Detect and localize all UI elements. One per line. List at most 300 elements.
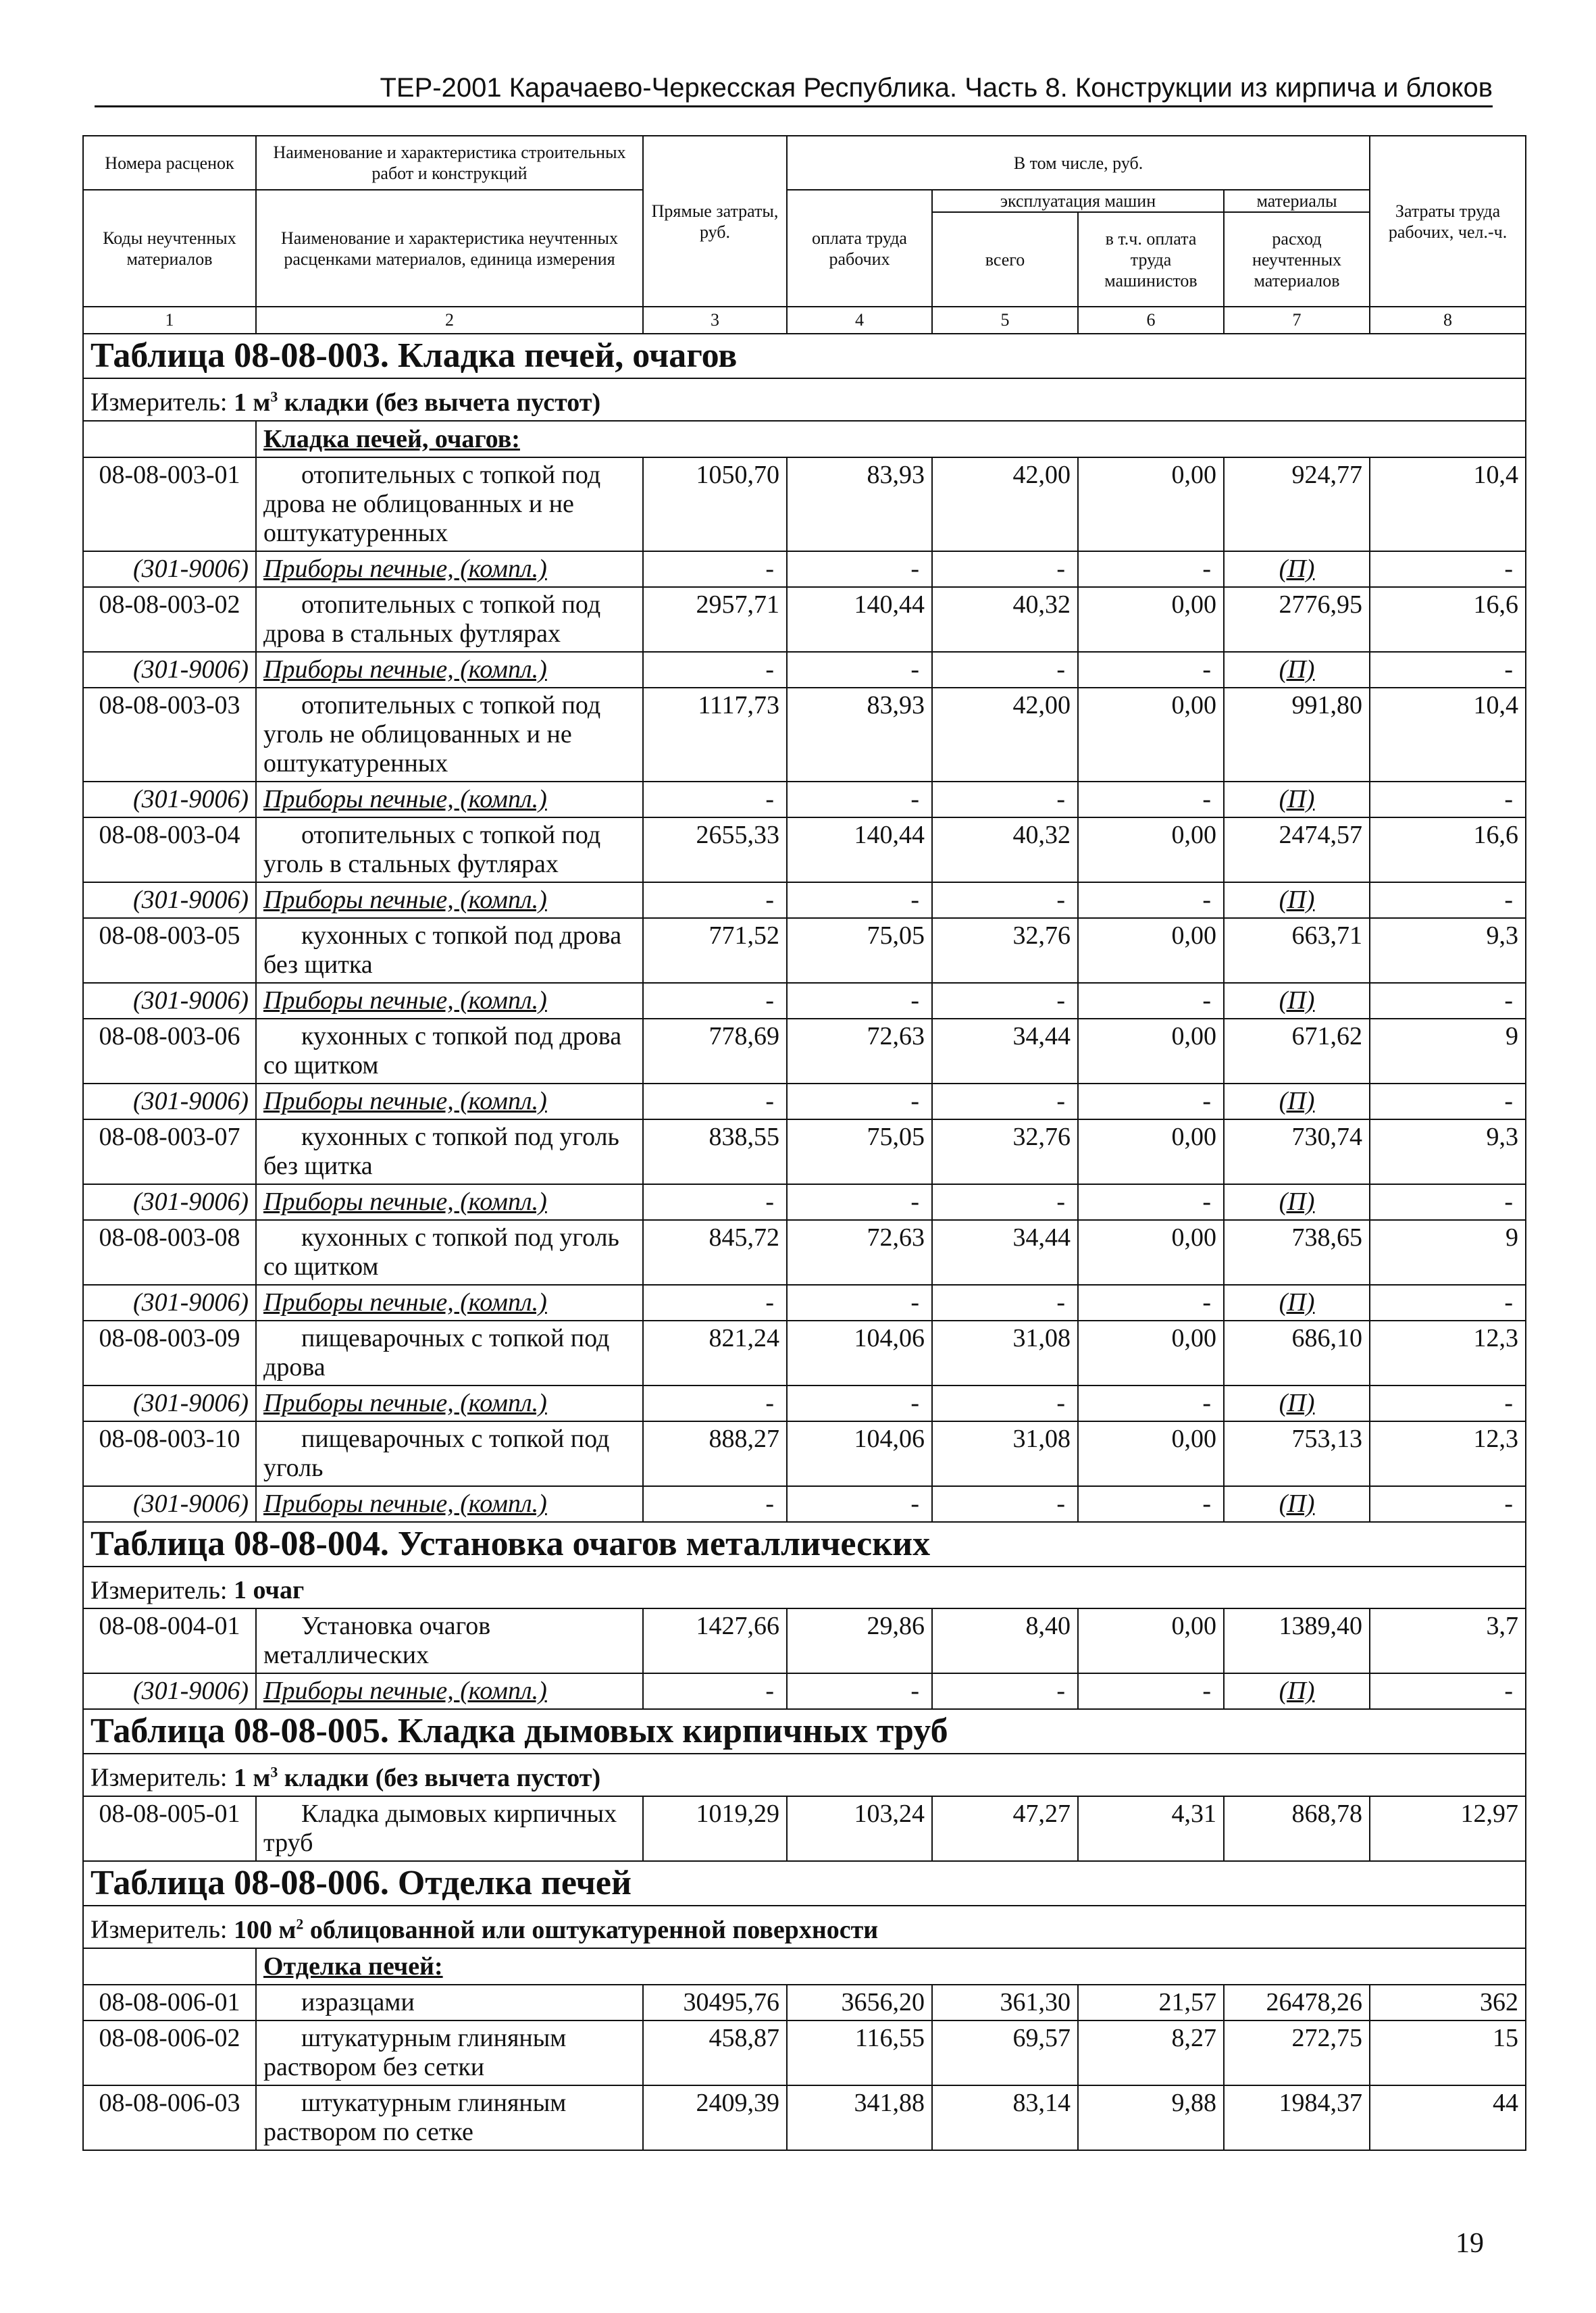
dash-value: - bbox=[1370, 551, 1526, 587]
direct-cost: 2655,33 bbox=[643, 817, 787, 882]
dash-value: - bbox=[787, 1386, 932, 1421]
dash-value: - bbox=[787, 1084, 932, 1119]
machine-cost: 83,14 bbox=[932, 2085, 1078, 2150]
material-unaccounted-mark: (П) bbox=[1224, 882, 1370, 918]
dash-value: - bbox=[643, 1673, 787, 1709]
rate-code: 08-08-003-10 bbox=[83, 1421, 256, 1486]
measure-row bbox=[83, 1906, 1526, 1948]
header-col2-top: Наименование и характеристика строительных работ и конструкций bbox=[256, 136, 643, 190]
material-name-cell bbox=[256, 1673, 643, 1709]
dash-value: - bbox=[787, 551, 932, 587]
subheading-row bbox=[83, 1948, 1526, 1985]
work-name: Кладка дымовых кирпичных труб bbox=[256, 1796, 643, 1861]
material-row bbox=[83, 652, 1526, 688]
dash-value: - bbox=[932, 551, 1078, 587]
material-unaccounted-mark: (П) bbox=[1224, 983, 1370, 1019]
material-row bbox=[83, 1285, 1526, 1321]
header-col6: в т.ч. оплата труда машинистов bbox=[1078, 212, 1224, 307]
machine-cost: 40,32 bbox=[932, 817, 1078, 882]
work-name: изразцами bbox=[256, 1985, 643, 2020]
measure-unit-text: 1 м bbox=[234, 388, 271, 417]
material-cost: 686,10 bbox=[1224, 1321, 1370, 1386]
header-row-1 bbox=[83, 136, 1526, 190]
labor-hours: 12,3 bbox=[1370, 1421, 1526, 1486]
rate-code: 08-08-003-02 bbox=[83, 587, 256, 652]
machinist-cost: 0,00 bbox=[1078, 587, 1224, 652]
machinist-cost: 0,00 bbox=[1078, 1608, 1224, 1673]
material-cost: 991,80 bbox=[1224, 688, 1370, 782]
labor-cost: 140,44 bbox=[787, 817, 932, 882]
dash-value: - bbox=[1370, 882, 1526, 918]
machine-cost: 47,27 bbox=[932, 1796, 1078, 1861]
table-row bbox=[83, 1321, 1526, 1386]
measure-unit-text: 100 м bbox=[234, 1915, 297, 1944]
dash-value: - bbox=[1078, 1285, 1224, 1321]
labor-cost: 140,44 bbox=[787, 587, 932, 652]
dash-value: - bbox=[787, 882, 932, 918]
machine-cost: 32,76 bbox=[932, 918, 1078, 983]
labor-cost: 3656,20 bbox=[787, 1985, 932, 2020]
material-name-cell bbox=[256, 1184, 643, 1220]
measure-unit-power: 2 bbox=[296, 1914, 304, 1932]
material-cost: 730,74 bbox=[1224, 1119, 1370, 1184]
labor-cost: 72,63 bbox=[787, 1019, 932, 1084]
measure-suffix: кладки (без вычета пустот) bbox=[278, 1763, 601, 1792]
dash-value: - bbox=[643, 551, 787, 587]
dash-value: - bbox=[1370, 1386, 1526, 1421]
section-title: Таблица 08-08-004. Установка очагов металлических bbox=[83, 1522, 1526, 1567]
machinist-cost: 9,88 bbox=[1078, 2085, 1224, 2150]
dash-value: - bbox=[1370, 1184, 1526, 1220]
dash-value: - bbox=[932, 1386, 1078, 1421]
measure-prefix: Измеритель: bbox=[91, 1763, 234, 1792]
header-col1-top: Номера расценок bbox=[83, 136, 256, 190]
machine-cost: 31,08 bbox=[932, 1321, 1078, 1386]
material-row bbox=[83, 551, 1526, 587]
header-col8: Затраты труда рабочих, чел.-ч. bbox=[1370, 136, 1526, 307]
labor-hours: 16,6 bbox=[1370, 817, 1526, 882]
material-unaccounted-mark: (П) bbox=[1224, 1285, 1370, 1321]
direct-cost: 845,72 bbox=[643, 1220, 787, 1285]
dash-value: - bbox=[643, 1486, 787, 1522]
dash-value: - bbox=[932, 652, 1078, 688]
material-code: (301-9006) bbox=[83, 551, 256, 587]
material-unaccounted-mark: (П) bbox=[1224, 1486, 1370, 1522]
material-cost: 2776,95 bbox=[1224, 587, 1370, 652]
dash-value: - bbox=[1078, 1184, 1224, 1220]
header-group: В том числе, руб. bbox=[787, 136, 1370, 190]
rate-code: 08-08-003-04 bbox=[83, 817, 256, 882]
table-row bbox=[83, 1421, 1526, 1486]
rate-code: 08-08-003-08 bbox=[83, 1220, 256, 1285]
material-row bbox=[83, 1084, 1526, 1119]
material-name-cell bbox=[256, 1285, 643, 1321]
material-name-cell bbox=[256, 551, 643, 587]
machine-cost: 34,44 bbox=[932, 1220, 1078, 1285]
direct-cost: 458,87 bbox=[643, 2020, 787, 2085]
material-cost: 753,13 bbox=[1224, 1421, 1370, 1486]
material-code: (301-9006) bbox=[83, 1386, 256, 1421]
work-name: кухонных с топкой под дрова без щитка bbox=[256, 918, 643, 983]
material-unaccounted-mark: (П) bbox=[1224, 782, 1370, 817]
labor-cost: 72,63 bbox=[787, 1220, 932, 1285]
dash-value: - bbox=[1370, 1486, 1526, 1522]
rate-code: 08-08-003-01 bbox=[83, 457, 256, 551]
table-row bbox=[83, 688, 1526, 782]
labor-cost: 83,93 bbox=[787, 688, 932, 782]
dash-value: - bbox=[643, 652, 787, 688]
rate-code: 08-08-004-01 bbox=[83, 1608, 256, 1673]
table-row bbox=[83, 1796, 1526, 1861]
dash-value: - bbox=[1078, 882, 1224, 918]
dash-value: - bbox=[1078, 1386, 1224, 1421]
direct-cost: 838,55 bbox=[643, 1119, 787, 1184]
material-row bbox=[83, 782, 1526, 817]
labor-cost: 116,55 bbox=[787, 2020, 932, 2085]
direct-cost: 1019,29 bbox=[643, 1796, 787, 1861]
labor-cost: 104,06 bbox=[787, 1321, 932, 1386]
dash-value: - bbox=[932, 1184, 1078, 1220]
direct-cost: 771,52 bbox=[643, 918, 787, 983]
column-number: 1 bbox=[83, 307, 256, 334]
section-measure bbox=[83, 1906, 1526, 1948]
section-title-row bbox=[83, 1861, 1526, 1906]
dash-value: - bbox=[643, 882, 787, 918]
dash-value: - bbox=[932, 882, 1078, 918]
material-code: (301-9006) bbox=[83, 1486, 256, 1522]
rate-code: 08-08-003-09 bbox=[83, 1321, 256, 1386]
dash-value: - bbox=[1078, 1673, 1224, 1709]
machinist-cost: 0,00 bbox=[1078, 1220, 1224, 1285]
material-row bbox=[83, 1386, 1526, 1421]
material-code: (301-9006) bbox=[83, 1285, 256, 1321]
material-cost: 671,62 bbox=[1224, 1019, 1370, 1084]
material-cost: 868,78 bbox=[1224, 1796, 1370, 1861]
table-grid bbox=[82, 135, 1526, 2151]
machinist-cost: 0,00 bbox=[1078, 1321, 1224, 1386]
machinist-cost: 0,00 bbox=[1078, 1119, 1224, 1184]
machinist-cost: 0,00 bbox=[1078, 817, 1224, 882]
column-number: 5 bbox=[932, 307, 1078, 334]
machinist-cost: 0,00 bbox=[1078, 688, 1224, 782]
material-unaccounted-mark: (П) bbox=[1224, 1673, 1370, 1709]
work-name: штукатурным глиняным раствором без сетки bbox=[256, 2020, 643, 2085]
measure-unit bbox=[234, 1916, 878, 1944]
labor-cost: 104,06 bbox=[787, 1421, 932, 1486]
dash-value: - bbox=[932, 782, 1078, 817]
machine-cost: 42,00 bbox=[932, 457, 1078, 551]
material-name: Приборы печные, (компл.) bbox=[263, 885, 547, 914]
table-row bbox=[83, 1019, 1526, 1084]
rate-code: 08-08-006-01 bbox=[83, 1985, 256, 2020]
material-name: Приборы печные, (компл.) bbox=[263, 1489, 547, 1518]
direct-cost: 2957,71 bbox=[643, 587, 787, 652]
labor-hours: 9,3 bbox=[1370, 918, 1526, 983]
dash-value: - bbox=[1078, 1084, 1224, 1119]
work-name: кухонных с топкой под уголь со щитком bbox=[256, 1220, 643, 1285]
direct-cost: 778,69 bbox=[643, 1019, 787, 1084]
material-name: Приборы печные, (компл.) bbox=[263, 1677, 547, 1706]
section-title: Таблица 08-08-006. Отделка печей bbox=[83, 1861, 1526, 1906]
header-col5: всего bbox=[932, 212, 1078, 307]
dash-value: - bbox=[1370, 1084, 1526, 1119]
work-name: отопительных с топкой под уголь в стальных футлярах bbox=[256, 817, 643, 882]
material-cost: 1389,40 bbox=[1224, 1608, 1370, 1673]
labor-hours: 44 bbox=[1370, 2085, 1526, 2150]
subheading: Отделка печей: bbox=[256, 1948, 1526, 1985]
measure-suffix: кладки (без вычета пустот) bbox=[278, 388, 601, 417]
material-name-cell bbox=[256, 1486, 643, 1522]
material-name-cell bbox=[256, 782, 643, 817]
rate-code: 08-08-006-02 bbox=[83, 2020, 256, 2085]
material-code: (301-9006) bbox=[83, 1184, 256, 1220]
material-cost: 1984,37 bbox=[1224, 2085, 1370, 2150]
material-cost: 272,75 bbox=[1224, 2020, 1370, 2085]
work-name: пищеварочных с топкой под дрова bbox=[256, 1321, 643, 1386]
table-row bbox=[83, 587, 1526, 652]
work-name: штукатурным глиняным раствором по сетке bbox=[256, 2085, 643, 2150]
material-name: Приборы печные, (компл.) bbox=[263, 554, 547, 583]
table-row bbox=[83, 2020, 1526, 2085]
material-code: (301-9006) bbox=[83, 882, 256, 918]
dash-value: - bbox=[1370, 782, 1526, 817]
material-row bbox=[83, 1673, 1526, 1709]
direct-cost: 30495,76 bbox=[643, 1985, 787, 2020]
dash-value: - bbox=[787, 652, 932, 688]
dash-value: - bbox=[787, 1285, 932, 1321]
dash-value: - bbox=[643, 1386, 787, 1421]
work-name: кухонных с топкой под дрова со щитком bbox=[256, 1019, 643, 1084]
machinist-cost: 0,00 bbox=[1078, 1019, 1224, 1084]
material-cost: 26478,26 bbox=[1224, 1985, 1370, 2020]
machine-cost: 32,76 bbox=[932, 1119, 1078, 1184]
subheading-empty bbox=[83, 421, 256, 457]
material-unaccounted-mark: (П) bbox=[1224, 1386, 1370, 1421]
column-number: 8 bbox=[1370, 307, 1526, 334]
dash-value: - bbox=[787, 983, 932, 1019]
material-unaccounted-mark: (П) bbox=[1224, 551, 1370, 587]
dash-value: - bbox=[1370, 1673, 1526, 1709]
dash-value: - bbox=[1370, 983, 1526, 1019]
labor-hours: 362 bbox=[1370, 1985, 1526, 2020]
labor-hours: 16,6 bbox=[1370, 587, 1526, 652]
measure-unit bbox=[234, 1764, 600, 1792]
measure-unit bbox=[234, 388, 600, 417]
dash-value: - bbox=[643, 1084, 787, 1119]
work-name: отопительных с топкой под дрова в стальных футлярах bbox=[256, 587, 643, 652]
section-measure bbox=[83, 1567, 1526, 1609]
material-name: Приборы печные, (компл.) bbox=[263, 655, 547, 684]
material-code: (301-9006) bbox=[83, 983, 256, 1019]
dash-value: - bbox=[787, 1184, 932, 1220]
labor-cost: 83,93 bbox=[787, 457, 932, 551]
labor-hours: 15 bbox=[1370, 2020, 1526, 2085]
labor-cost: 29,86 bbox=[787, 1608, 932, 1673]
table-row bbox=[83, 457, 1526, 551]
machine-cost: 34,44 bbox=[932, 1019, 1078, 1084]
material-name: Приборы печные, (компл.) bbox=[263, 784, 547, 813]
header-expl-group: эксплуатация машин bbox=[932, 190, 1224, 212]
material-row bbox=[83, 1184, 1526, 1220]
section-title: Таблица 08-08-003. Кладка печей, очагов bbox=[83, 334, 1526, 378]
dash-value: - bbox=[643, 983, 787, 1019]
rate-code: 08-08-006-03 bbox=[83, 2085, 256, 2150]
material-name-cell bbox=[256, 882, 643, 918]
measure-unit-power: 3 bbox=[270, 1763, 278, 1781]
machinist-cost: 0,00 bbox=[1078, 457, 1224, 551]
dash-value: - bbox=[643, 1285, 787, 1321]
machine-cost: 69,57 bbox=[932, 2020, 1078, 2085]
header-row-2 bbox=[83, 190, 1526, 212]
labor-hours: 3,7 bbox=[1370, 1608, 1526, 1673]
dash-value: - bbox=[1078, 782, 1224, 817]
machinist-cost: 21,57 bbox=[1078, 1985, 1224, 2020]
table-row bbox=[83, 817, 1526, 882]
measure-prefix: Измеритель: bbox=[91, 1915, 234, 1944]
header-col4: оплата труда рабочих bbox=[787, 190, 932, 307]
dash-value: - bbox=[643, 782, 787, 817]
column-number: 4 bbox=[787, 307, 932, 334]
subheading-row bbox=[83, 421, 1526, 457]
measure-row bbox=[83, 1754, 1526, 1796]
dash-value: - bbox=[787, 782, 932, 817]
dash-value: - bbox=[643, 1184, 787, 1220]
column-number: 6 bbox=[1078, 307, 1224, 334]
labor-cost: 75,05 bbox=[787, 918, 932, 983]
column-number: 7 bbox=[1224, 307, 1370, 334]
column-number: 3 bbox=[643, 307, 787, 334]
direct-cost: 1427,66 bbox=[643, 1608, 787, 1673]
direct-cost: 1117,73 bbox=[643, 688, 787, 782]
table-row bbox=[83, 1985, 1526, 2020]
column-number: 2 bbox=[256, 307, 643, 334]
direct-cost: 2409,39 bbox=[643, 2085, 787, 2150]
dash-value: - bbox=[1078, 983, 1224, 1019]
work-name: пищеварочных с топкой под уголь bbox=[256, 1421, 643, 1486]
labor-cost: 341,88 bbox=[787, 2085, 932, 2150]
measure-unit bbox=[234, 1576, 304, 1604]
subheading: Кладка печей, очагов: bbox=[256, 421, 1526, 457]
header-mat-group: материалы bbox=[1224, 190, 1370, 212]
dash-value: - bbox=[932, 1285, 1078, 1321]
work-name: кухонных с топкой под уголь без щитка bbox=[256, 1119, 643, 1184]
dash-value: - bbox=[1078, 1486, 1224, 1522]
header-col3: Прямые затраты, руб. bbox=[643, 136, 787, 307]
section-title-row bbox=[83, 334, 1526, 378]
table-row bbox=[83, 1608, 1526, 1673]
labor-cost: 103,24 bbox=[787, 1796, 932, 1861]
material-name: Приборы печные, (компл.) bbox=[263, 986, 547, 1015]
machine-cost: 361,30 bbox=[932, 1985, 1078, 2020]
machine-cost: 40,32 bbox=[932, 587, 1078, 652]
dash-value: - bbox=[1370, 1285, 1526, 1321]
table-row bbox=[83, 1119, 1526, 1184]
table-row bbox=[83, 2085, 1526, 2150]
material-name-cell bbox=[256, 1386, 643, 1421]
direct-cost: 888,27 bbox=[643, 1421, 787, 1486]
page-header bbox=[95, 68, 1493, 107]
labor-hours: 10,4 bbox=[1370, 688, 1526, 782]
header-col1-bottom: Коды неучтенных материалов bbox=[83, 190, 256, 307]
material-code: (301-9006) bbox=[83, 1084, 256, 1119]
material-name-cell bbox=[256, 1084, 643, 1119]
material-cost: 663,71 bbox=[1224, 918, 1370, 983]
rate-code: 08-08-003-05 bbox=[83, 918, 256, 983]
labor-hours: 9 bbox=[1370, 1220, 1526, 1285]
labor-hours: 9,3 bbox=[1370, 1119, 1526, 1184]
direct-cost: 1050,70 bbox=[643, 457, 787, 551]
section-title: Таблица 08-08-005. Кладка дымовых кирпичных труб bbox=[83, 1709, 1526, 1754]
dash-value: - bbox=[1078, 652, 1224, 688]
measure-prefix: Измеритель: bbox=[91, 388, 234, 417]
labor-cost: 75,05 bbox=[787, 1119, 932, 1184]
measure-row bbox=[83, 1567, 1526, 1609]
work-name: отопительных с топкой под уголь не облицованных и не оштукатуренных bbox=[256, 688, 643, 782]
material-row bbox=[83, 983, 1526, 1019]
material-name: Приборы печные, (компл.) bbox=[263, 1187, 547, 1216]
work-name: Установка очагов металлических bbox=[256, 1608, 643, 1673]
measure-suffix: облицованной или оштукатуренной поверхности bbox=[303, 1915, 879, 1944]
table-row bbox=[83, 1220, 1526, 1285]
dash-value: - bbox=[1078, 551, 1224, 587]
machinist-cost: 4,31 bbox=[1078, 1796, 1224, 1861]
header-col7: расход неучтенных материалов bbox=[1224, 212, 1370, 307]
machinist-cost: 0,00 bbox=[1078, 918, 1224, 983]
material-name-cell bbox=[256, 652, 643, 688]
labor-hours: 12,97 bbox=[1370, 1796, 1526, 1861]
material-code: (301-9006) bbox=[83, 652, 256, 688]
dash-value: - bbox=[932, 983, 1078, 1019]
dash-value: - bbox=[787, 1673, 932, 1709]
table-row bbox=[83, 918, 1526, 983]
dash-value: - bbox=[787, 1486, 932, 1522]
material-name: Приборы печные, (компл.) bbox=[263, 1288, 547, 1317]
rate-code: 08-08-003-06 bbox=[83, 1019, 256, 1084]
material-code: (301-9006) bbox=[83, 1673, 256, 1709]
direct-cost: 821,24 bbox=[643, 1321, 787, 1386]
dash-value: - bbox=[932, 1486, 1078, 1522]
machine-cost: 42,00 bbox=[932, 688, 1078, 782]
measure-unit-text: 1 очаг bbox=[234, 1576, 305, 1605]
material-cost: 738,65 bbox=[1224, 1220, 1370, 1285]
labor-hours: 12,3 bbox=[1370, 1321, 1526, 1386]
material-name-cell bbox=[256, 983, 643, 1019]
measure-prefix: Измеритель: bbox=[91, 1576, 234, 1605]
labor-hours: 10,4 bbox=[1370, 457, 1526, 551]
material-unaccounted-mark: (П) bbox=[1224, 1084, 1370, 1119]
dash-value: - bbox=[932, 1673, 1078, 1709]
dash-value: - bbox=[1370, 652, 1526, 688]
subheading-empty bbox=[83, 1948, 256, 1985]
material-row bbox=[83, 882, 1526, 918]
material-cost: 924,77 bbox=[1224, 457, 1370, 551]
material-cost: 2474,57 bbox=[1224, 817, 1370, 882]
section-title-row bbox=[83, 1709, 1526, 1754]
price-table bbox=[82, 135, 1525, 2151]
material-name: Приборы печные, (компл.) bbox=[263, 1086, 547, 1115]
measure-unit-text: 1 м bbox=[234, 1763, 271, 1792]
machine-cost: 8,40 bbox=[932, 1608, 1078, 1673]
rate-code: 08-08-003-03 bbox=[83, 688, 256, 782]
material-row bbox=[83, 1486, 1526, 1522]
section-title-row bbox=[83, 1522, 1526, 1567]
section-measure bbox=[83, 1754, 1526, 1796]
measure-row bbox=[83, 378, 1526, 421]
material-name: Приборы печные, (компл.) bbox=[263, 1388, 547, 1417]
column-numbers-row bbox=[83, 307, 1526, 334]
rate-code: 08-08-005-01 bbox=[83, 1796, 256, 1861]
header-title: ТЕР-2001 Карачаево-Черкесская Республика. Часть 8. Конструкции из кирпича и блоков bbox=[380, 73, 1493, 103]
